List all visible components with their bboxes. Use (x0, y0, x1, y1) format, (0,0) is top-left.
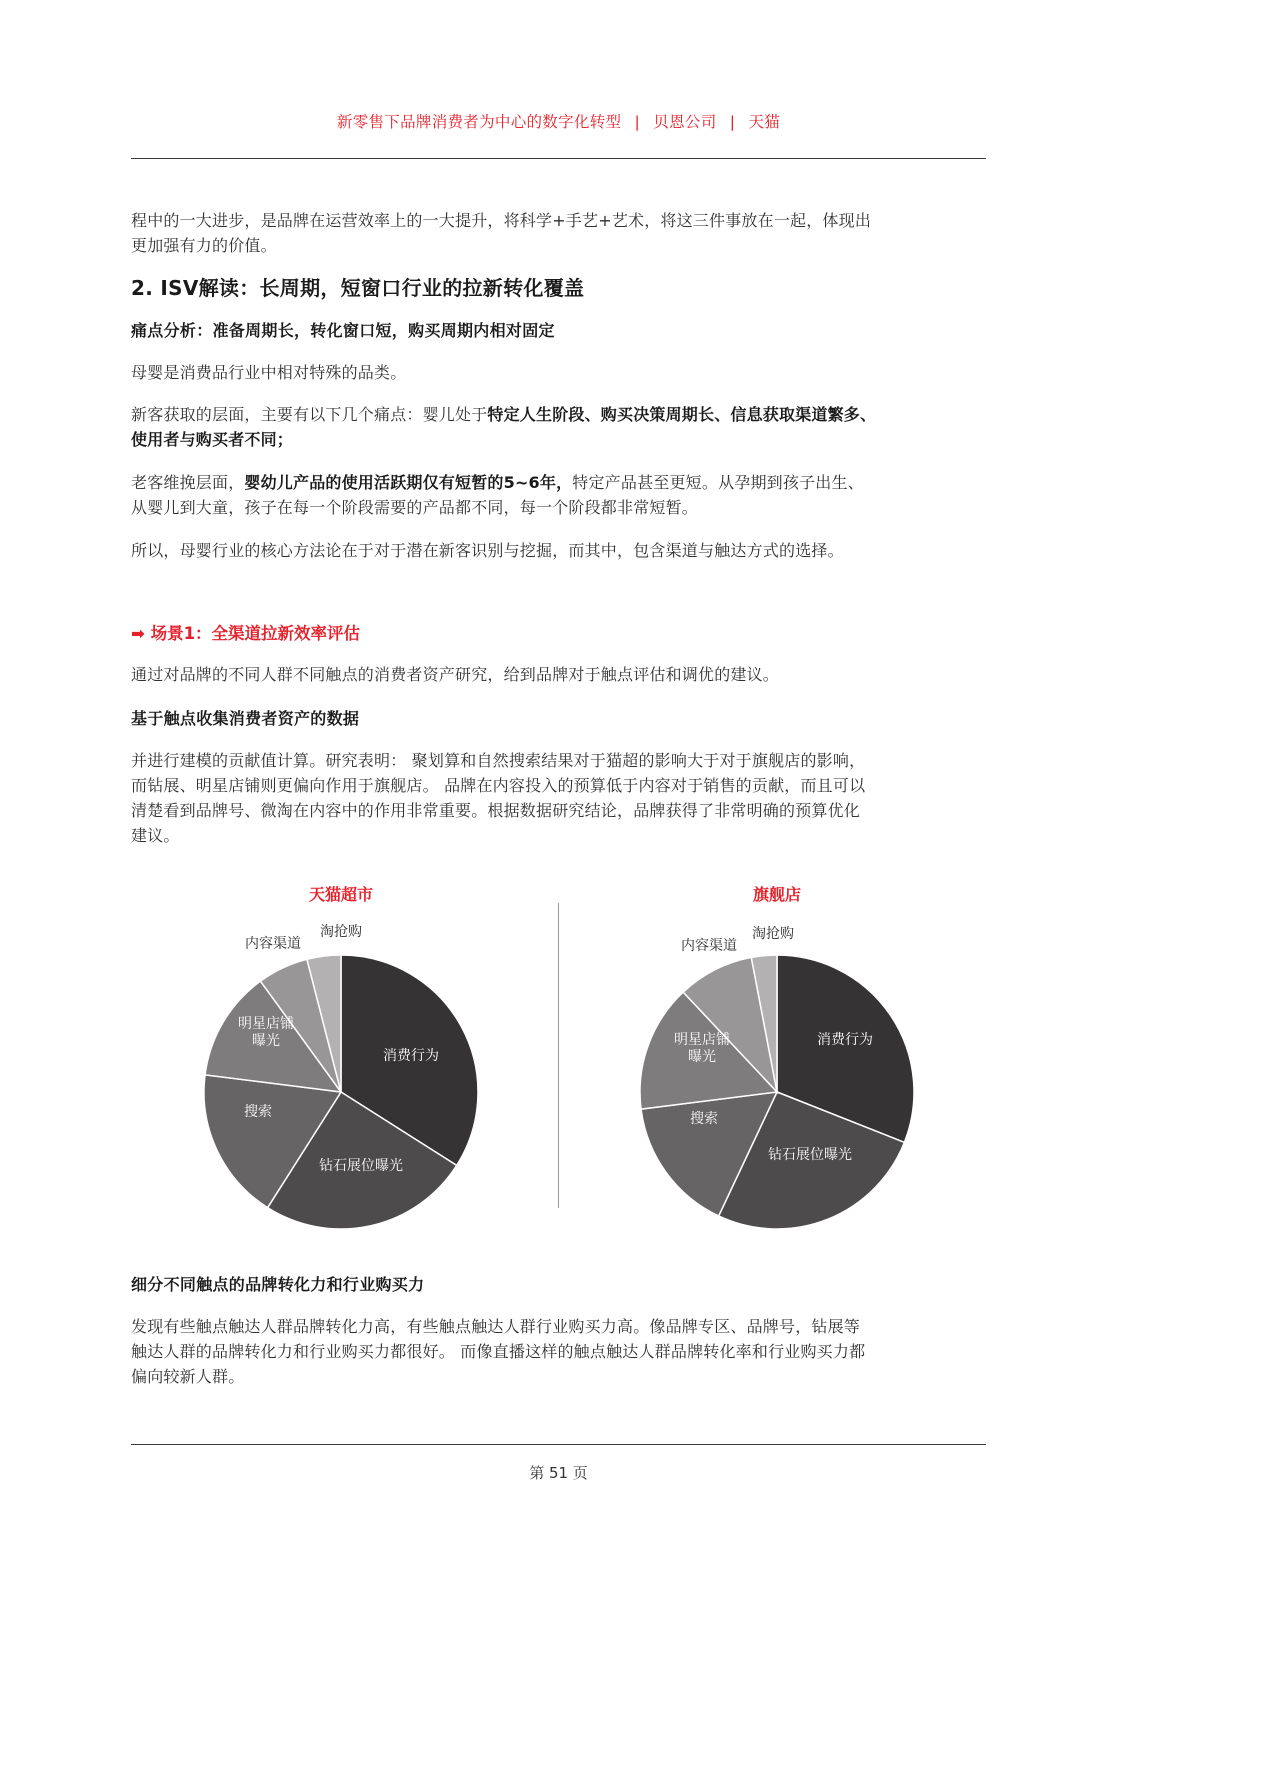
old-customer-bold: 婴幼儿产品的使用活跃期仅有短暂的5~6年， (244, 473, 573, 492)
segment-line-2: 触达人群的品牌转化力和行业购买力都很好。 而像直播这样的触点触达人群品牌转化率和行业购买力都 (131, 1342, 866, 1361)
intro-paragraph (131, 208, 986, 258)
old-customer-line-2: 从婴儿到大童，孩子在每一个阶段需要的产品都不同，每一个阶段都非常短暂。 (131, 498, 699, 517)
model-paragraph (131, 748, 986, 848)
new-customer-text: 新客获取的层面，主要有以下几个痛点：婴儿处于 (131, 405, 488, 424)
conclusion-paragraph: 所以，母婴行业的核心方法论在于对于潜在新客识别与挖掘，而其中，包含渠道与触达方式的选择。 (131, 541, 844, 560)
chart-title-tmall-supermarket: 天猫超市 (308, 885, 373, 904)
pie-label-明星店铺曝光: 明星店铺曝光 (674, 1032, 730, 1065)
old-customer-text-post: 特定产品甚至更短。从孕期到孩子出生、 (572, 473, 864, 492)
model-line-2: 而钻展、明星店铺则更偏向作用于旗舰店。 品牌在内容投入的预算低于内容对于销售的贡献，而且可以 (131, 776, 866, 795)
pain-heading: 痛点分析：准备周期长，转化窗口短，购买周期内相对固定 (131, 321, 555, 340)
old-customer-text: 老客维挽层面， (131, 473, 245, 492)
new-customer-bold-2: 使用者与购买者不同； (131, 430, 294, 449)
muying-paragraph: 母婴是消费品行业中相对特殊的品类。 (131, 363, 407, 382)
new-customer-bold: 特定人生阶段、购买决策周期长、信息获取渠道繁多、 (487, 405, 877, 424)
pie-label-明星店铺曝光: 明星店铺曝光 (238, 1016, 294, 1049)
pie-label-消费行为: 消费行为 (383, 1048, 439, 1064)
header-separator: | (634, 113, 641, 131)
segment-line-3: 偏向较新人群。 (131, 1367, 245, 1386)
model-line-3: 清楚看到品牌号、微淘在内容中的作用非常重要。根据数据研究结论，品牌获得了非常明确的预算优化 (131, 801, 861, 820)
header-company: 贝恩公司 (653, 113, 717, 131)
header-separator: | (729, 113, 736, 131)
scene-title: 场景1：全渠道拉新效率评估 (150, 624, 361, 643)
pie-label-淘抢购: 淘抢购 (752, 926, 794, 942)
header-rule (131, 158, 986, 159)
pie-label-淘抢购: 淘抢购 (320, 924, 362, 940)
scene-heading (131, 620, 360, 644)
page-number: 第 51 页 (529, 1464, 588, 1482)
old-customer-paragraph (131, 470, 986, 520)
header-partner: 天猫 (748, 113, 781, 131)
pie-chart-tmall-supermarket (204, 923, 478, 1229)
model-line-1: 并进行建模的贡献值计算。研究表明： 聚划算和自然搜索结果对于猫超的影响大于对于旗舰店的影响， (131, 751, 866, 770)
arrow-icon: ➡ (131, 624, 145, 643)
pie-chart-flagship (640, 925, 914, 1229)
pie-label-钻石展位曝光: 钻石展位曝光 (319, 1158, 403, 1174)
segment-line-1: 发现有些触点触达人群品牌转化力高，有些触点触达人群行业购买力高。像品牌专区、品牌号，钻展等 (131, 1317, 861, 1336)
running-header (131, 110, 986, 132)
asset-heading: 基于触点收集消费者资产的数据 (131, 709, 360, 728)
chart-title-flagship: 旗舰店 (752, 885, 801, 904)
intro-line-2: 更加强有力的价值。 (131, 236, 277, 255)
segment-heading: 细分不同触点的品牌转化力和行业购买力 (131, 1275, 425, 1294)
pie-label-搜索: 搜索 (244, 1104, 272, 1120)
intro-line-1: 程中的一大进步，是品牌在运营效率上的一大提升，将科学+手艺+艺术，将这三件事放在一起，体现出 (131, 211, 872, 230)
chart-divider (558, 903, 559, 1208)
pie-label-内容渠道: 内容渠道 (681, 938, 737, 954)
section-heading: 2. ISV解读：长周期，短窗口行业的拉新转化覆盖 (131, 276, 585, 300)
footer-rule (131, 1444, 986, 1445)
new-customer-paragraph (131, 402, 986, 452)
segment-paragraph (131, 1314, 986, 1389)
pie-label-搜索: 搜索 (690, 1111, 718, 1127)
header-title: 新零售下品牌消费者为中心的数字化转型 (336, 113, 622, 131)
pie-label-内容渠道: 内容渠道 (245, 936, 301, 952)
pie-label-消费行为: 消费行为 (817, 1032, 873, 1048)
pie-label-钻石展位曝光: 钻石展位曝光 (768, 1147, 852, 1163)
scene-paragraph: 通过对品牌的不同人群不同触点的消费者资产研究，给到品牌对于触点评估和调优的建议。 (131, 665, 780, 684)
model-line-4: 建议。 (131, 826, 180, 845)
